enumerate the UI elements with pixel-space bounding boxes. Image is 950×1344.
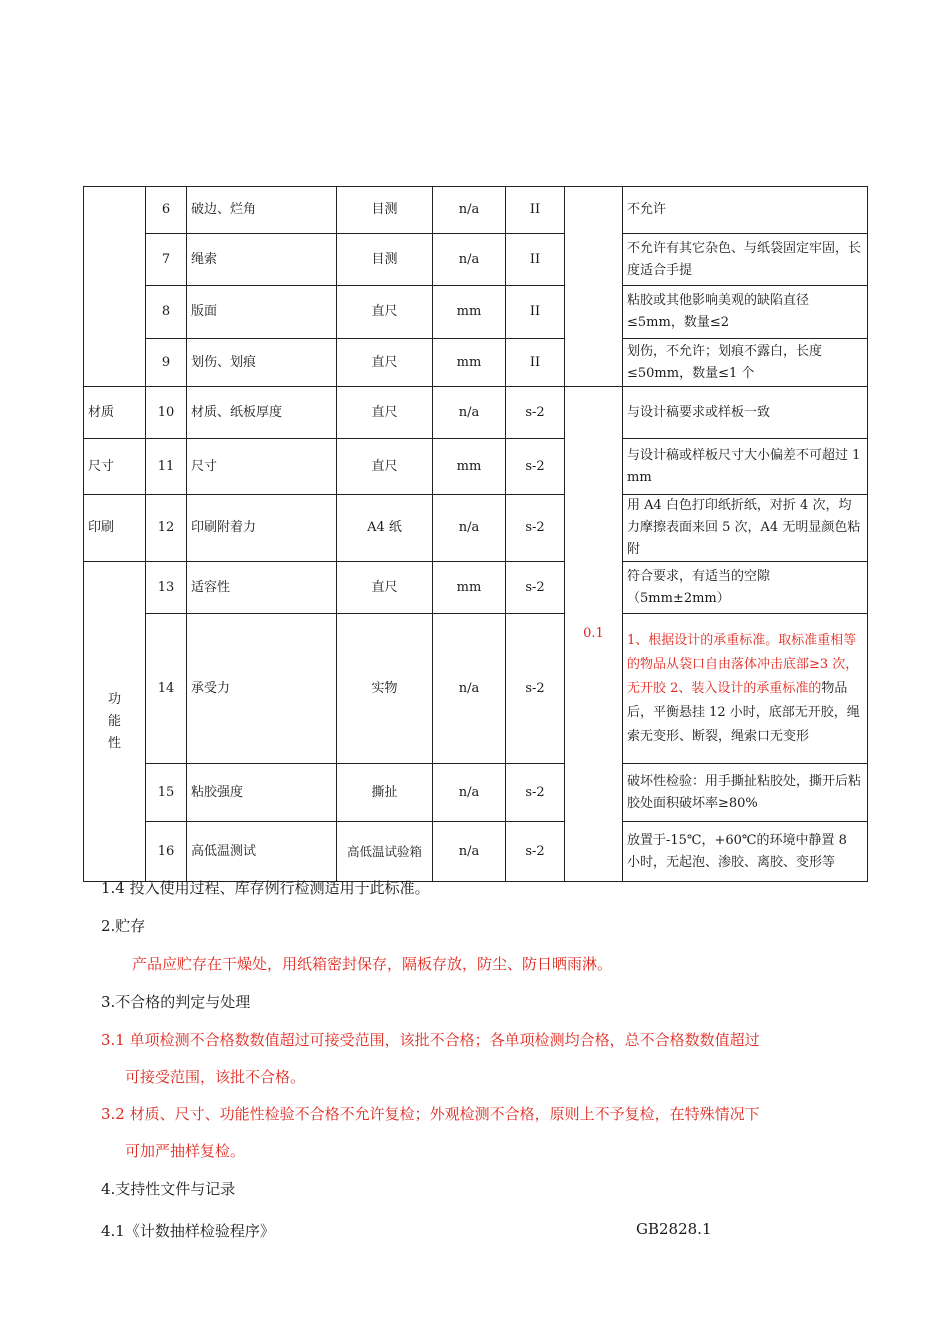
requirement: 划伤，不允许；划痕不露白，长度≤50mm，数量≤1 个 bbox=[623, 339, 868, 387]
unit: mm bbox=[433, 339, 506, 387]
tool: A4 纸 bbox=[337, 495, 433, 562]
inspection-level: s-2 bbox=[506, 495, 565, 562]
category-cell: 尺寸 bbox=[84, 439, 146, 495]
unit: mm bbox=[433, 439, 506, 495]
unit: n/a bbox=[433, 495, 506, 562]
category-cell: 材质 bbox=[84, 387, 146, 439]
requirement: 与设计稿要求或样板一致 bbox=[623, 387, 868, 439]
category-cell-function bbox=[84, 562, 146, 882]
row-number: 13 bbox=[146, 562, 187, 614]
aql-value: 0.1 bbox=[565, 387, 623, 882]
inspection-level: s-2 bbox=[506, 822, 565, 882]
row-number: 15 bbox=[146, 764, 187, 822]
unit: n/a bbox=[433, 614, 506, 764]
tool: 直尺 bbox=[337, 387, 433, 439]
row-number: 12 bbox=[146, 495, 187, 562]
table-row bbox=[84, 387, 868, 439]
inspection-table bbox=[83, 186, 868, 882]
table-row bbox=[84, 614, 868, 764]
requirement: 符合要求，有适当的空隙（5mm±2mm） bbox=[623, 562, 868, 614]
paragraph-4-1: 4.1《计数抽样检验程序》 bbox=[101, 1222, 275, 1240]
inspection-level: s-2 bbox=[506, 614, 565, 764]
tool: 直尺 bbox=[337, 339, 433, 387]
section-heading-4: 4.支持性文件与记录 bbox=[101, 1180, 236, 1198]
item-name: 材质、纸板厚度 bbox=[187, 387, 337, 439]
requirement: 破坏性检验：用手撕扯粘胶处，撕开后粘胶处面积破坏率≥80% bbox=[623, 764, 868, 822]
table-row bbox=[84, 764, 868, 822]
tool: 撕扯 bbox=[337, 764, 433, 822]
table-row bbox=[84, 187, 868, 234]
paragraph-3-1-cont: 可接受范围，该批不合格。 bbox=[125, 1068, 306, 1086]
unit: n/a bbox=[433, 764, 506, 822]
paragraph-3-2-cont: 可加严抽样复检。 bbox=[125, 1142, 246, 1160]
requirement: 不允许有其它杂色、与纸袋固定牢固，长度适合手提 bbox=[623, 234, 868, 286]
requirement: 粘胶或其他影响美观的缺陷直径≤5mm，数量≤2 bbox=[623, 286, 868, 339]
paragraph-3-1: 3.1 单项检测不合格数数值超过可接受范围，该批不合格；各单项检测均合格，总不合格数数值超过 bbox=[101, 1031, 760, 1049]
table-row bbox=[84, 234, 868, 286]
requirement: 不允许 bbox=[623, 187, 868, 234]
tool: 目测 bbox=[337, 187, 433, 234]
table-row bbox=[84, 439, 868, 495]
table-row bbox=[84, 286, 868, 339]
unit: n/a bbox=[433, 234, 506, 286]
requirement-red-part: 1、根据设计的承重标准。取标准重相等的物品从袋口自由落体冲击底部≥3 次，无开胶 2、装入设计的承重标准的 bbox=[627, 632, 859, 696]
table-row bbox=[84, 822, 868, 882]
paragraph-3-2: 3.2 材质、尺寸、功能性检验不合格不允许复检；外观检测不合格，原则上不予复检，在特殊情况下 bbox=[101, 1105, 760, 1123]
requirement-black-part: 物品后，平衡悬挂 12 小时，底部无开胶，绳索无变形、断裂，绳索口无变形 bbox=[627, 680, 860, 744]
unit: mm bbox=[433, 562, 506, 614]
row-number: 9 bbox=[146, 339, 187, 387]
section-heading-3: 3.不合格的判定与处理 bbox=[101, 993, 251, 1011]
item-name: 尺寸 bbox=[187, 439, 337, 495]
storage-paragraph: 产品应贮存在干燥处，用纸箱密封保存，隔板存放，防尘、防日晒雨淋。 bbox=[132, 955, 613, 973]
paragraph-1-4: 1.4 投入使用过程、库存例行检测适用于此标准。 bbox=[101, 879, 430, 897]
item-name: 承受力 bbox=[187, 614, 337, 764]
standard-code: GB2828.1 bbox=[636, 1220, 712, 1238]
item-name: 印刷附着力 bbox=[187, 495, 337, 562]
item-name: 粘胶强度 bbox=[187, 764, 337, 822]
tool: 目测 bbox=[337, 234, 433, 286]
row-number: 7 bbox=[146, 234, 187, 286]
requirement: 用 A4 白色打印纸折纸，对折 4 次，均力摩擦表面来回 5 次，A4 无明显颜色粘附 bbox=[623, 495, 868, 562]
item-name: 适容性 bbox=[187, 562, 337, 614]
unit: n/a bbox=[433, 822, 506, 882]
category-cell: 印刷 bbox=[84, 495, 146, 562]
section-heading-2: 2.贮存 bbox=[101, 917, 146, 935]
row-number: 16 bbox=[146, 822, 187, 882]
inspection-level: II bbox=[506, 234, 565, 286]
item-name: 版面 bbox=[187, 286, 337, 339]
tool: 高低温试验箱 bbox=[337, 822, 433, 882]
inspection-level: II bbox=[506, 187, 565, 234]
unit: n/a bbox=[433, 387, 506, 439]
unit: mm bbox=[433, 286, 506, 339]
category-label: 功能性 bbox=[107, 691, 121, 751]
inspection-level: s-2 bbox=[506, 764, 565, 822]
inspection-level: s-2 bbox=[506, 562, 565, 614]
tool: 直尺 bbox=[337, 439, 433, 495]
row-number: 14 bbox=[146, 614, 187, 764]
aql-cell-blank bbox=[565, 187, 623, 387]
category-cell-appearance bbox=[84, 187, 146, 387]
table-row bbox=[84, 562, 868, 614]
item-name: 高低温测试 bbox=[187, 822, 337, 882]
unit: n/a bbox=[433, 187, 506, 234]
inspection-level: II bbox=[506, 339, 565, 387]
requirement bbox=[623, 614, 868, 764]
tool: 实物 bbox=[337, 614, 433, 764]
row-number: 11 bbox=[146, 439, 187, 495]
row-number: 10 bbox=[146, 387, 187, 439]
requirement: 放置于-15℃，+60℃的环境中静置 8 小时，无起泡、渗胶、离胶、变形等 bbox=[623, 822, 868, 882]
tool: 直尺 bbox=[337, 286, 433, 339]
inspection-level: s-2 bbox=[506, 439, 565, 495]
item-name: 划伤、划痕 bbox=[187, 339, 337, 387]
inspection-level: s-2 bbox=[506, 387, 565, 439]
item-name: 破边、烂角 bbox=[187, 187, 337, 234]
item-name: 绳索 bbox=[187, 234, 337, 286]
table-row bbox=[84, 495, 868, 562]
table-row bbox=[84, 339, 868, 387]
inspection-level: II bbox=[506, 286, 565, 339]
row-number: 8 bbox=[146, 286, 187, 339]
requirement: 与设计稿或样板尺寸大小偏差不可超过 1 mm bbox=[623, 439, 868, 495]
tool: 直尺 bbox=[337, 562, 433, 614]
row-number: 6 bbox=[146, 187, 187, 234]
